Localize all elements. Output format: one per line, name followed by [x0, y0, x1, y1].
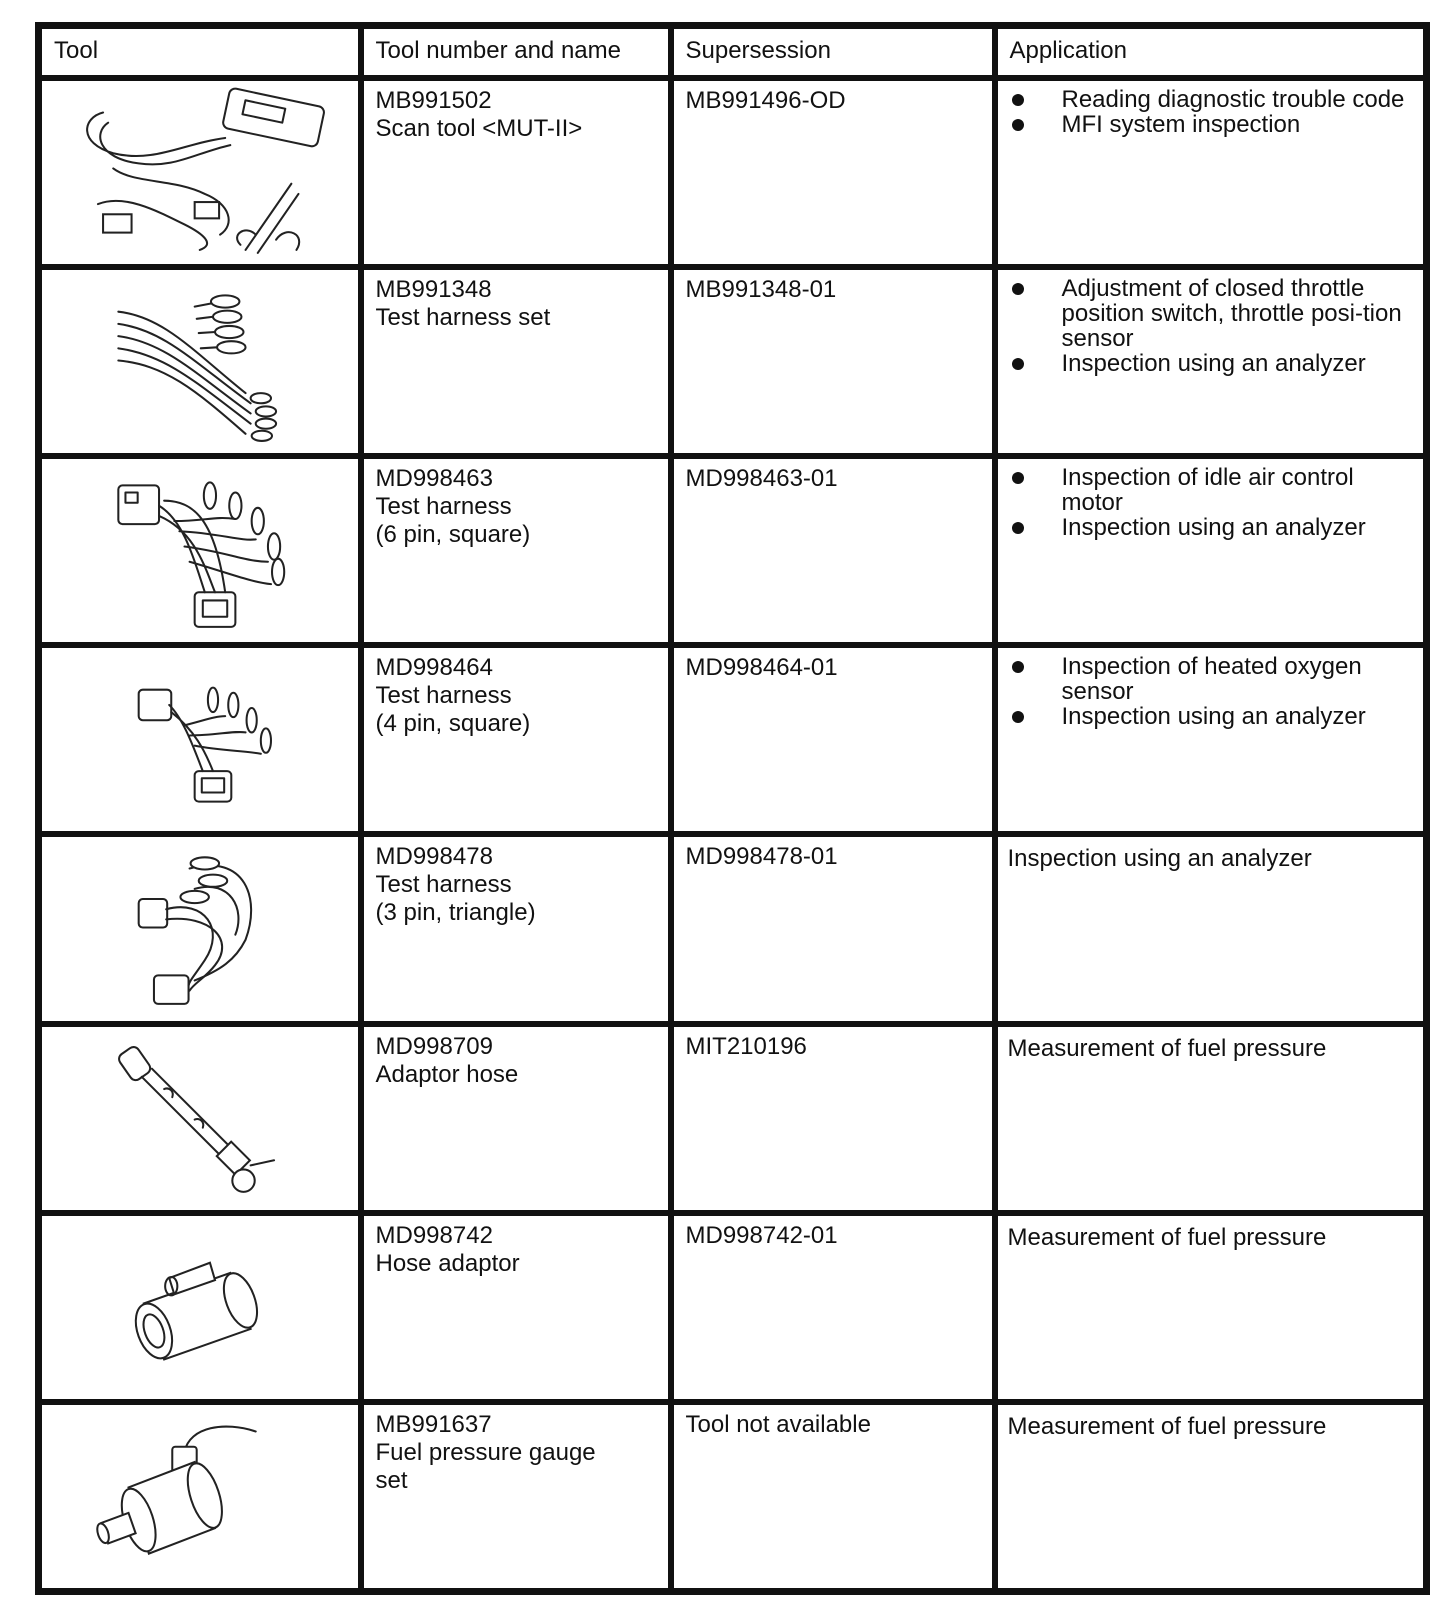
tool-number: MB991637	[375, 1410, 492, 1438]
application-item: Inspection of idle air control motor	[1010, 465, 1414, 515]
tool-name: Test harness set	[375, 304, 551, 332]
header-tool-number-name: Tool number and name	[361, 26, 671, 79]
tool-number-name-cell	[361, 1213, 671, 1402]
application-item: Inspection using an analyzer	[1010, 351, 1414, 376]
tool-name: Adaptor hose	[375, 1060, 519, 1088]
header-row	[39, 26, 1427, 79]
tool-number-name-cell	[361, 834, 671, 1023]
supersession-cell	[671, 78, 995, 267]
bullet-icon	[1012, 283, 1024, 295]
application-text: Measurement of fuel pressure	[1007, 1412, 1327, 1440]
supersession-cell	[671, 456, 995, 645]
tool-number-name-cell	[361, 1402, 671, 1592]
application-cell	[995, 267, 1427, 456]
application-item: Inspection using an analyzer	[1010, 704, 1414, 729]
scan-tool-icon	[42, 81, 358, 264]
tool-name: Fuel pressure gauge set	[375, 1438, 596, 1494]
tool-number: MD998464	[375, 654, 493, 682]
application-cell	[995, 1402, 1427, 1592]
adaptor-hose-icon	[42, 1027, 358, 1210]
supersession-cell	[671, 1213, 995, 1402]
application-item: Adjustment of closed throttle position switch, throttle posi-tion sensor	[1010, 276, 1414, 351]
tool-number: MB991502	[375, 87, 492, 114]
application-cell	[995, 456, 1427, 645]
bullet-icon	[1012, 358, 1024, 370]
tool-image-cell	[39, 78, 361, 267]
supersession-cell	[671, 267, 995, 456]
supersession-value: MD998464-01	[685, 654, 838, 682]
tool-image-cell	[39, 267, 361, 456]
supersession-value: MD998463-01	[685, 465, 838, 493]
table-row	[39, 1402, 1427, 1592]
tool-number: MD998463	[375, 465, 493, 493]
test-harness-3pin-icon	[42, 837, 358, 1020]
application-cell	[995, 645, 1427, 834]
supersession-value: MD998742-01	[685, 1221, 838, 1249]
application-text: Measurement of fuel pressure	[1007, 1223, 1327, 1251]
bullet-icon	[1012, 522, 1024, 534]
application-cell	[995, 1213, 1427, 1402]
fuel-pressure-gauge-icon	[42, 1405, 358, 1588]
bullet-icon	[1012, 119, 1024, 131]
header-supersession: Supersession	[671, 26, 995, 79]
tool-image-cell	[39, 1213, 361, 1402]
tool-name: Hose adaptor	[375, 1249, 520, 1277]
bullet-icon	[1012, 661, 1024, 673]
supersession-value: MB991496-OD	[685, 87, 846, 114]
supersession-cell	[671, 1402, 995, 1592]
tool-name: Test harness (6 pin, square)	[375, 493, 531, 549]
table-row	[39, 834, 1427, 1023]
application-item: Inspection using an analyzer	[1010, 515, 1414, 540]
application-cell	[995, 1024, 1427, 1213]
bullet-icon	[1012, 94, 1024, 106]
table-row	[39, 645, 1427, 834]
application-text: Inspection using an analyzer	[1007, 845, 1312, 873]
special-tools-table	[35, 22, 1430, 1595]
tool-image-cell	[39, 456, 361, 645]
bullet-icon	[1012, 711, 1024, 723]
supersession-value: MIT210196	[685, 1032, 807, 1060]
tool-number-name-cell	[361, 1024, 671, 1213]
application-item: MFI system inspection	[1010, 112, 1414, 137]
tool-name: Test harness (4 pin, square)	[375, 682, 531, 738]
test-harness-set-icon	[42, 270, 358, 453]
tool-name: Scan tool <MUT-II>	[375, 115, 583, 142]
tool-number: MD998478	[375, 843, 493, 871]
tool-number-name-cell	[361, 267, 671, 456]
test-harness-4pin-icon	[42, 648, 358, 831]
tool-number-name-cell	[361, 456, 671, 645]
tool-number-name-cell	[361, 645, 671, 834]
table-row	[39, 78, 1427, 267]
tool-number: MD998742	[375, 1221, 493, 1249]
tool-name: Test harness (3 pin, triangle)	[375, 871, 536, 927]
tool-number-name-cell	[361, 78, 671, 267]
bullet-icon	[1012, 472, 1024, 484]
tool-image-cell	[39, 645, 361, 834]
application-cell	[995, 78, 1427, 267]
application-item: Inspection of heated oxygen sensor	[1010, 654, 1414, 704]
table-row	[39, 1213, 1427, 1402]
test-harness-6pin-icon	[42, 459, 358, 642]
table-row	[39, 456, 1427, 645]
application-item: Reading diagnostic trouble code	[1010, 87, 1414, 112]
application-cell	[995, 834, 1427, 1023]
supersession-cell	[671, 1024, 995, 1213]
tool-number: MD998709	[375, 1032, 493, 1060]
supersession-cell	[671, 834, 995, 1023]
hose-adaptor-icon	[42, 1216, 358, 1399]
supersession-value: MB991348-01	[685, 276, 837, 304]
header-tool: Tool	[39, 26, 361, 79]
table-row	[39, 1024, 1427, 1213]
supersession-value: MD998478-01	[685, 843, 838, 871]
supersession-value: Tool not available	[685, 1410, 871, 1438]
tool-image-cell	[39, 834, 361, 1023]
supersession-cell	[671, 645, 995, 834]
application-text: Measurement of fuel pressure	[1007, 1034, 1327, 1062]
tool-number: MB991348	[375, 276, 492, 304]
tool-image-cell	[39, 1402, 361, 1592]
table-row	[39, 267, 1427, 456]
header-application: Application	[995, 26, 1427, 79]
tool-image-cell	[39, 1024, 361, 1213]
